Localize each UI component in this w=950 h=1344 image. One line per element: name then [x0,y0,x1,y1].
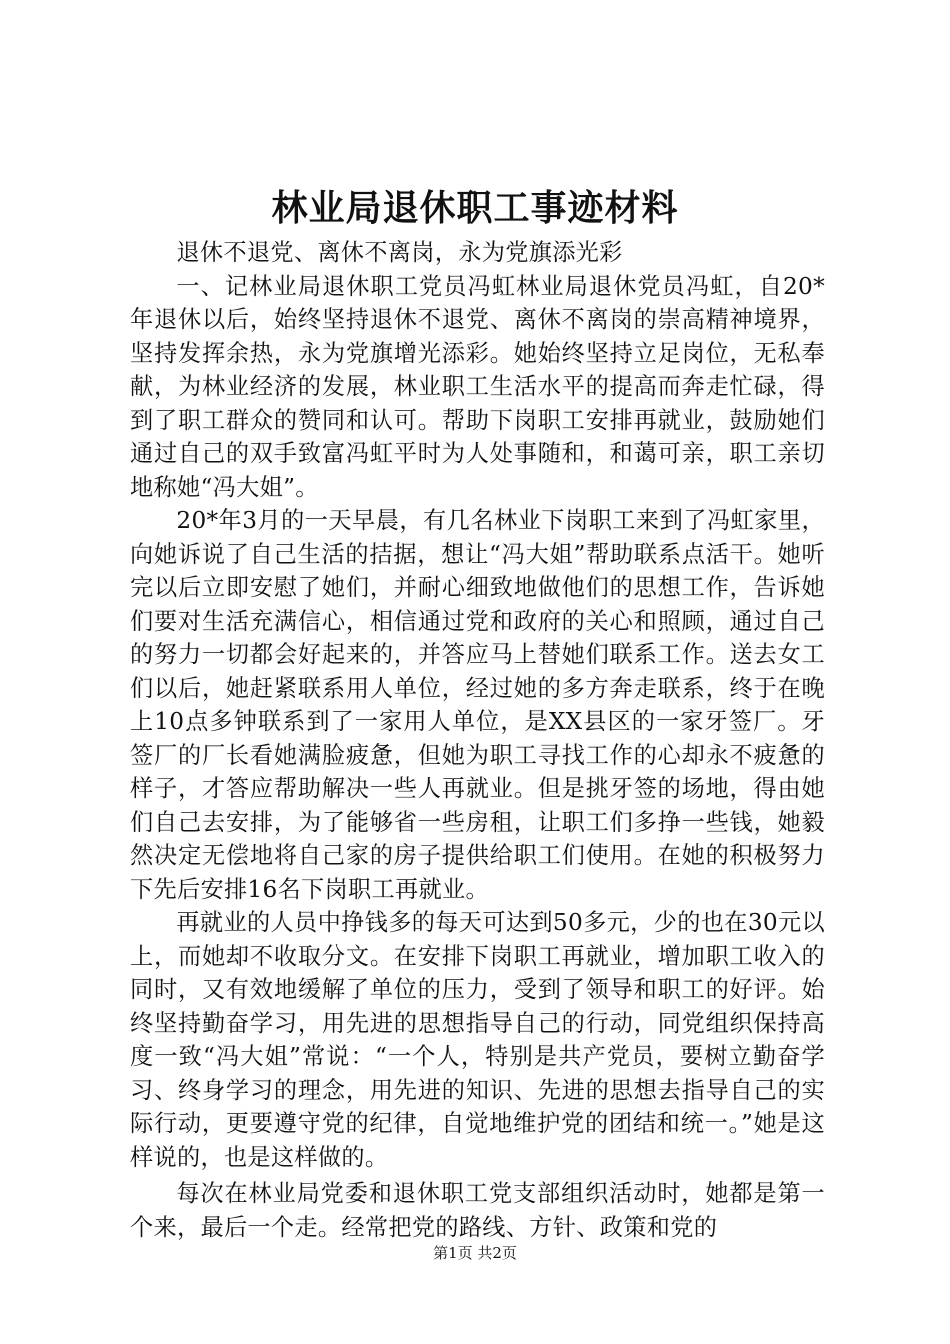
page-number-footer: 第1页 共2页 [433,1244,517,1262]
document-title: 林业局退休职工事迹材料 [271,187,679,229]
document-body [130,236,825,1244]
paragraph-1: 一、记林业局退休职工党员冯虹林业局退休党员冯虹，自20*年退休以后，始终坚持退休不退党、离休不离岗的崇高精神境界，坚持发挥余热，永为党旗增光添彩。她始终坚持立足岗位，无私奉献，为林业经济的发展，林业职工生活水平的提高而奔走忙碌，得到了职工群众的赞同和认可。帮助下岗职工安排再就业，鼓励她们通过自己的双手致富冯虹平时为人处事随和，和蔼可亲，职工亲切地称她“冯大姐”。 [130,272,825,501]
paragraph-subtitle: 退休不退党、离休不离岗，永为党旗添光彩 [176,239,623,266]
paragraph-4: 每次在林业局党委和退休职工党支部组织活动时，她都是第一个来，最后一个走。经常把党的路线、方针、政策和党的 [130,1180,825,1241]
paragraph-3: 再就业的人员中挣钱多的每天可达到50多元，少的也在30元以上，而她却不收取分文。在安排下岗职工再就业，增加职工收入的同时，又有效地缓解了单位的压力，受到了领导和职工的好评。始终坚持勤奋学习，用先进的思想指导自己的行动，同党组织保持高度一致“冯大姐”常说：“一个人，特别是共产党员，要树立勤奋学习、终身学习的理念，用先进的知识、先进的思想去指导自己的实际行动，更要遵守党的纪律，自觉地维护党的团结和统一。”她是这样说的，也是这样做的。 [130,909,825,1171]
paragraph-2: 20*年3月的一天早晨，有几名林业下岗职工来到了冯虹家里，向她诉说了自己生活的拮据，想让“冯大姐”帮助联系点活干。她听完以后立即安慰了她们，并耐心细致地做他们的思想工作，告诉她们要对生活充满信心，相信通过党和政府的关心和照顾，通过自己的努力一切都会好起来的，并答应马上替她们联系工作。送去女工们以后，她赶紧联系用人单位，经过她的多方奔走联系，终于在晚上10点多钟联系到了一家用人单位，是XX县区的一家牙签厂。牙签厂的厂长看她满脸疲惫，但她为职工寻找工作的心却永不疲惫的样子，才答应帮助解决一些人再就业。但是挑牙签的场地，得由她们自己去安排，为了能够省一些房租，让职工们多挣一些钱，她毅然决定无偿地将自己家的房子提供给职工们使用。在她的积极努力下先后安排16名下岗职工再就业。 [130,507,825,903]
